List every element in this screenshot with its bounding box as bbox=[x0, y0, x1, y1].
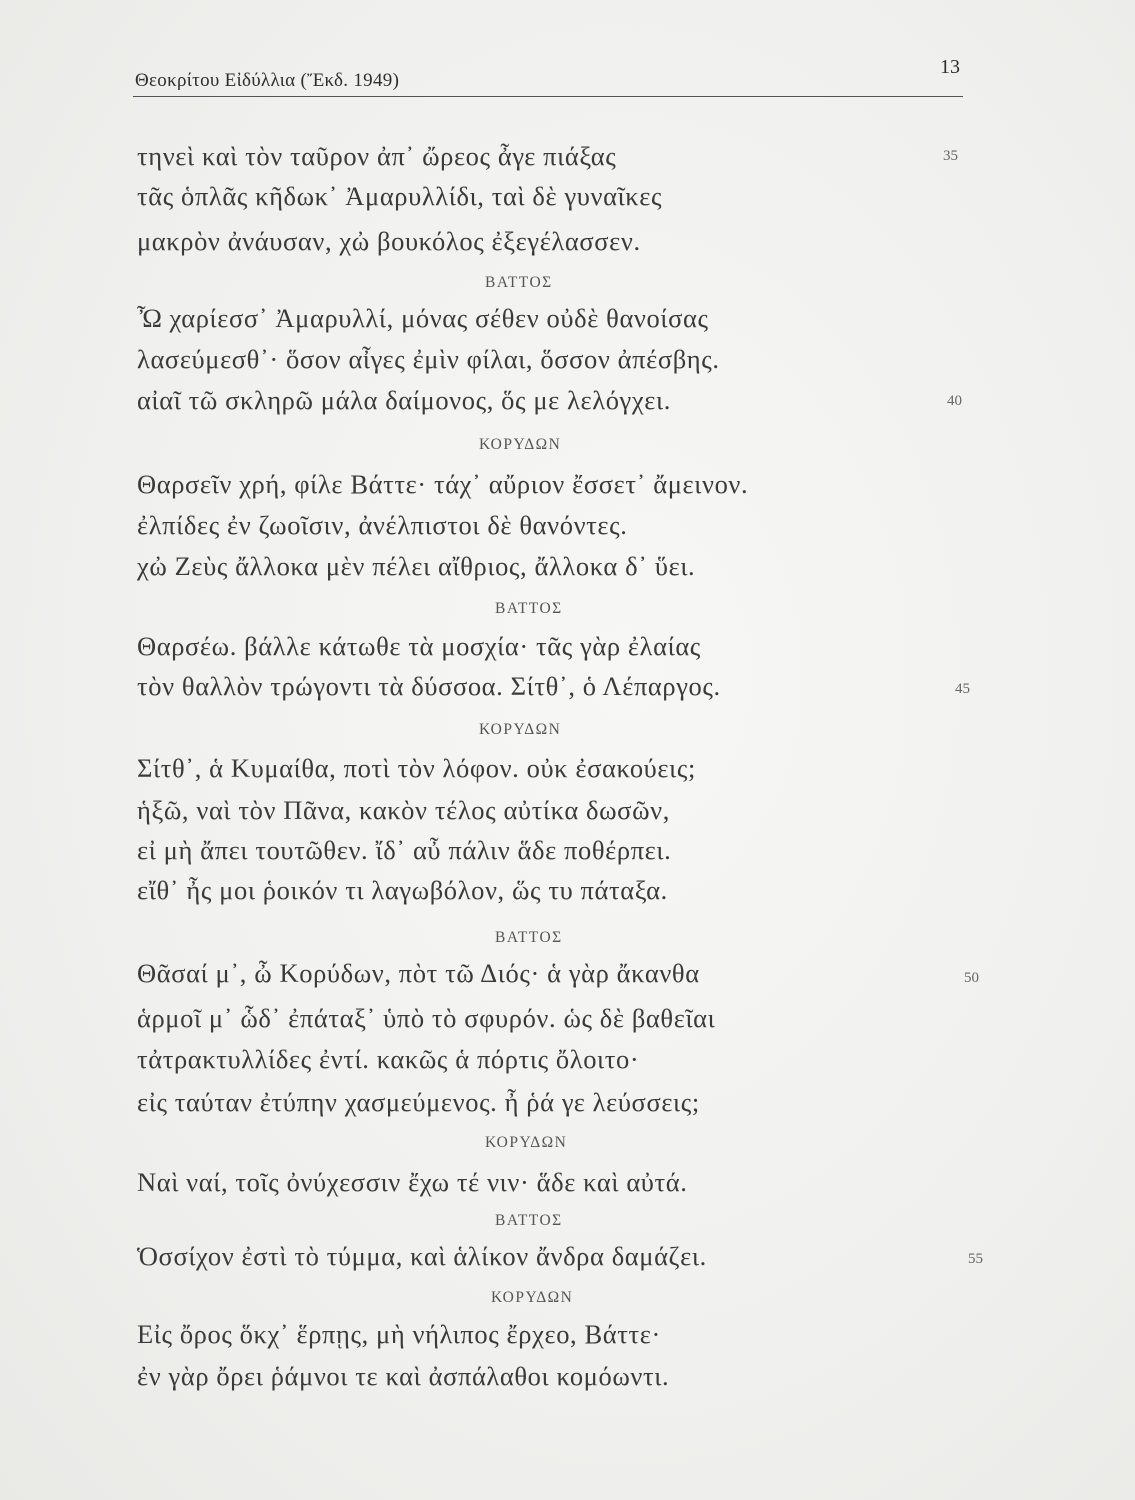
verse-line: εἰς ταύταν ἐτύπην χασμεύμενος. ἦ ῥά γε λεύσσεις; bbox=[137, 1087, 700, 1117]
verse-line: Ὁσσίχον ἐστὶ τὸ τύμμα, καὶ ἁλίκον ἄνδρα δαμάζει. bbox=[137, 1241, 707, 1271]
line-number: 45 bbox=[955, 681, 970, 697]
speaker-label: ΒΑΤΤΟΣ bbox=[495, 929, 563, 946]
speaker-label: ΚΟΡΥΔΩΝ bbox=[479, 436, 562, 453]
speaker-label: ΒΑΤΤΟΣ bbox=[495, 1212, 563, 1229]
verse-line: Σίτθ᾽, ἁ Κυμαίθα, ποτὶ τὸν λόφον. οὐκ ἐσακούεις; bbox=[137, 753, 696, 783]
verse-line: Εἰς ὄρος ὅκχ᾽ ἕρπῃς, μὴ νήλιπος ἔρχεο, Βάττε· bbox=[137, 1319, 661, 1349]
verse-line: τηνεὶ καὶ τὸν ταῦρον ἀπ᾽ ὤρεος ἆγε πιάξας bbox=[137, 141, 617, 171]
line-number: 50 bbox=[964, 970, 979, 986]
verse-line: εἴθ᾽ ἦς μοι ῥοικόν τι λαγωβόλον, ὥς τυ πάταξα. bbox=[137, 875, 668, 905]
verse-line: ἐν γὰρ ὄρει ῥάμνοι τε καὶ ἀσπάλαθοι κομόωντι. bbox=[137, 1361, 670, 1391]
speaker-label: ΒΑΤΤΟΣ bbox=[485, 274, 553, 291]
line-number: 55 bbox=[968, 1251, 983, 1267]
speaker-label: ΚΟΡΥΔΩΝ bbox=[491, 1289, 574, 1306]
verse-line: τᾶς ὁπλᾶς κῆδωκ᾽ Ἀμαρυλλίδι, ταὶ δὲ γυναῖκες bbox=[137, 181, 663, 211]
verse-line: Θαρσεῖν χρή, φίλε Βάττε· τάχ᾽ αὔριον ἔσσετ᾽ ἄμεινον. bbox=[137, 469, 749, 499]
verse-line: αἰαῖ τῶ σκληρῶ μάλα δαίμονος, ὅς με λελόγχει. bbox=[137, 385, 671, 415]
line-number: 35 bbox=[943, 148, 958, 164]
verse-line: εἰ μὴ ἄπει τουτῶθεν. ἴδ᾽ αὖ πάλιν ἅδε ποθέρπει. bbox=[137, 835, 672, 865]
page-number: 13 bbox=[940, 56, 960, 78]
verse-line: λασεύμεσθ᾽· ὅσον αἶγες ἐμὶν φίλαι, ὅσσον ἀπέσβης. bbox=[137, 344, 720, 374]
verse-line: Ὦ χαρίεσσ᾽ Ἀμαρυλλί, μόνας σέθεν οὐδὲ θανοίσας bbox=[137, 303, 709, 333]
running-title: Θεοκρίτου Εἰδύλλια (Ἔκδ. 1949) bbox=[135, 70, 400, 91]
verse-line: Θᾶσαί μ᾽, ὦ Κορύδων, πὸτ τῶ Διός· ἁ γὰρ ἄκανθα bbox=[137, 958, 700, 988]
verse-line: τἀτρακτυλλίδες ἐντί. κακῶς ἁ πόρτις ὄλοιτο· bbox=[137, 1044, 640, 1074]
header-rule bbox=[133, 96, 963, 97]
verse-line: ἁρμοῖ μ᾽ ὧδ᾽ ἐπάταξ᾽ ὑπὸ τὸ σφυρόν. ὡς δὲ βαθεῖαι bbox=[137, 1003, 716, 1033]
speaker-label: ΒΑΤΤΟΣ bbox=[495, 600, 563, 617]
verse-line: τὸν θαλλὸν τρώγοντι τὰ δύσσοα. Σίτθ᾽, ὁ Λέπαργος. bbox=[137, 671, 721, 701]
speaker-label: ΚΟΡΥΔΩΝ bbox=[479, 721, 562, 738]
verse-line: Ναὶ ναί, τοῖς ὀνύχεσσιν ἔχω τέ νιν· ἅδε καὶ αὐτά. bbox=[137, 1167, 688, 1197]
verse-line: Θαρσέω. βάλλε κάτωθε τὰ μοσχία· τᾶς γὰρ ἐλαίας bbox=[137, 631, 701, 661]
line-number: 40 bbox=[947, 393, 962, 409]
verse-line: ἡξῶ, ναὶ τὸν Πᾶνα, κακὸν τέλος αὐτίκα δωσῶν, bbox=[137, 795, 670, 825]
speaker-label: ΚΟΡΥΔΩΝ bbox=[485, 1134, 568, 1151]
verse-line: ἐλπίδες ἐν ζωοῖσιν, ἀνέλπιστοι δὲ θανόντες. bbox=[137, 510, 628, 540]
verse-line: μακρὸν ἀνάυσαν, χὠ βουκόλος ἐξεγέλασσεν. bbox=[137, 226, 641, 256]
verse-line: χὠ Ζεὺς ἄλλοκα μὲν πέλει αἴθριος, ἄλλοκα δ᾽ ὕει. bbox=[137, 551, 696, 581]
